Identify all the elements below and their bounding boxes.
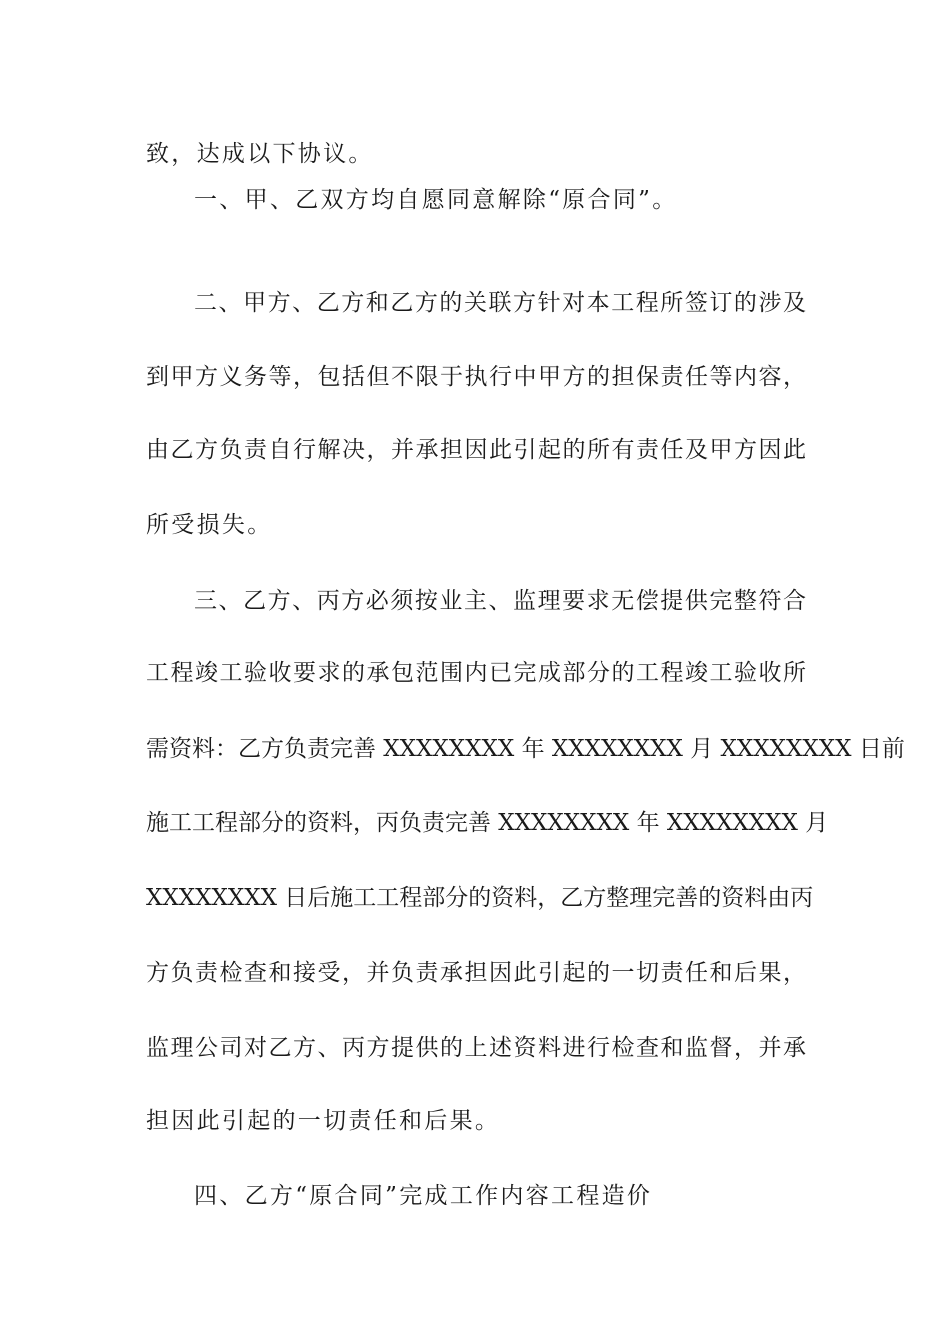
text-line: 监理公司对乙方、丙方提供的上述资料进行检查和监督，并承: [146, 1035, 806, 1061]
clause-two: 二、甲方、乙方和乙方的关联方针对本工程所签订的涉及: [194, 290, 806, 316]
clause-four: 四、乙方“原合同”完成工作内容工程造价: [194, 1183, 653, 1209]
text-line: 所受损失。: [146, 512, 273, 538]
text-line: 致，达成以下协议。: [146, 141, 374, 167]
text-line: 由乙方负责自行解决，并承担因此引起的所有责任及甲方因此: [146, 437, 806, 463]
text-line: 需资料：乙方负责完善 XXXXXXXX 年 XXXXXXXX 月 XXXXXXXX 日前: [146, 736, 905, 762]
text-line: 方负责检查和接受，并负责承担因此引起的一切责任和后果，: [146, 960, 806, 986]
text-line: XXXXXXXX 日后施工工程部分的资料，乙方整理完善的资料由丙: [146, 885, 814, 911]
text-line: 施工工程部分的资料，丙负责完善 XXXXXXXX 年 XXXXXXXX 月: [146, 810, 829, 836]
text-line: 工程竣工验收要求的承包范围内已完成部分的工程竣工验收所: [146, 660, 806, 686]
clause-one: 一、甲、乙双方均自愿同意解除“原合同”。: [194, 187, 678, 213]
text-line: 到甲方义务等，包括但不限于执行中甲方的担保责任等内容，: [146, 364, 806, 390]
text-line: 担因此引起的一切责任和后果。: [146, 1108, 501, 1134]
clause-three: 三、乙方、丙方必须按业主、监理要求无偿提供完整符合: [194, 588, 806, 614]
